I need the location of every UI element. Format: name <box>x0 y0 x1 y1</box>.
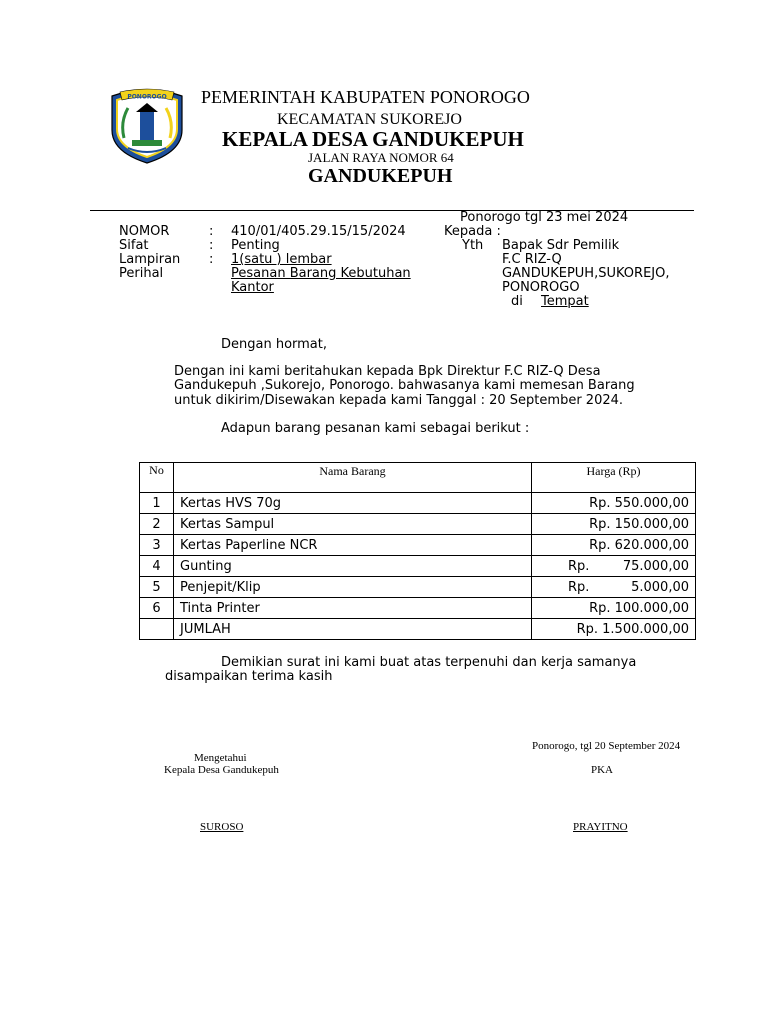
total-value: Rp. 1.500.000,00 <box>532 619 696 640</box>
sifat-value: Penting <box>231 238 280 253</box>
table-row <box>140 577 696 598</box>
nomor-label: NOMOR <box>119 224 170 239</box>
paragraph-1-line-2: Gandukepuh ,Sukorejo, Ponorogo. bahwasanya kami memesan Barang <box>174 378 635 393</box>
recipient-tempat: Tempat <box>541 294 589 309</box>
row-harga <box>532 598 696 619</box>
row-harga <box>532 556 696 577</box>
colon: : <box>209 238 214 253</box>
table-total-row <box>140 619 696 640</box>
logo-text: PONOROGO <box>127 93 167 101</box>
perihal-value-line-1: Pesanan Barang Kebutuhan <box>231 266 411 281</box>
kepada-label: Kepada : <box>444 224 501 239</box>
paragraph-1-line-1: Dengan ini kami beritahukan kepada Bpk Direktur F.C RIZ-Q Desa <box>174 364 601 379</box>
recipient-line-4: PONOROGO <box>502 280 580 295</box>
right-signatory-name: PRAYITNO <box>573 821 628 833</box>
letterhead-village: GANDUKEPUH <box>308 165 453 187</box>
closing-line-2: disampaikan terima kasih <box>165 669 333 684</box>
header-no: No <box>140 463 174 493</box>
row-amount: 150.000,00 <box>614 516 689 532</box>
row-currency: Rp. <box>589 537 611 553</box>
perihal-label: Perihal <box>119 266 164 281</box>
total-no-cell <box>140 619 174 640</box>
closing-line-1: Demikian surat ini kami buat atas terpenuhi dan kerja samanya <box>221 655 637 670</box>
table-row <box>140 493 696 514</box>
row-harga <box>532 514 696 535</box>
row-currency: Rp. <box>568 579 590 595</box>
row-amount: 100.000,00 <box>614 600 689 616</box>
left-signature-title-2: Kepala Desa Gandukepuh <box>164 764 279 776</box>
row-amount: 550.000,00 <box>614 495 689 511</box>
yth-label: Yth <box>462 238 484 253</box>
colon: : <box>209 224 214 239</box>
row-no: 2 <box>140 514 174 535</box>
letterhead-title: KEPALA DESA GANDUKEPUH <box>222 127 524 151</box>
row-no: 6 <box>140 598 174 619</box>
row-nama: Kertas Sampul <box>174 514 532 535</box>
row-currency: Rp. <box>589 516 611 532</box>
row-amount: 75.000,00 <box>622 558 689 574</box>
row-no: 4 <box>140 556 174 577</box>
signature-date: Ponorogo, tgl 20 September 2024 <box>532 740 681 752</box>
row-amount: 5.000,00 <box>631 579 689 595</box>
letterhead-line-2: KECAMATAN SUKOREJO <box>277 111 462 128</box>
left-signatory-name: SUROSO <box>200 821 244 833</box>
row-harga <box>532 577 696 598</box>
row-currency: Rp. <box>589 495 611 511</box>
total-label: JUMLAH <box>174 619 532 640</box>
table-row <box>140 598 696 619</box>
row-nama: Kertas Paperline NCR <box>174 535 532 556</box>
sifat-label: Sifat <box>119 238 149 253</box>
letterhead-line-1: PEMERINTAH KABUPATEN PONOROGO <box>201 87 530 107</box>
letterhead-address: JALAN RAYA NOMOR 64 <box>308 150 454 165</box>
header-nama-barang: Nama Barang <box>174 463 532 493</box>
row-currency: Rp. <box>589 600 611 616</box>
recipient-di: di <box>511 294 523 309</box>
ponorogo-coat-of-arms-logo <box>106 86 188 164</box>
row-nama: Tinta Printer <box>174 598 532 619</box>
colon: : <box>209 252 214 267</box>
row-nama: Kertas HVS 70g <box>174 493 532 514</box>
row-currency: Rp. <box>568 558 590 574</box>
salutation: Dengan hormat, <box>221 337 328 352</box>
lampiran-value: 1(satu ) lembar <box>231 252 332 267</box>
row-no: 5 <box>140 577 174 598</box>
table-header-row <box>140 463 696 493</box>
recipient-line-2: F.C RIZ-Q <box>502 252 562 267</box>
lampiran-label: Lampiran <box>119 252 181 267</box>
paragraph-2: Adapun barang pesanan kami sebagai berikut : <box>221 421 530 436</box>
row-no: 1 <box>140 493 174 514</box>
order-items-table <box>139 462 696 640</box>
table-row <box>140 535 696 556</box>
row-nama: Penjepit/Klip <box>174 577 532 598</box>
row-nama: Gunting <box>174 556 532 577</box>
paragraph-1-line-3: untuk dikirim/Disewakan kepada kami Tanggal : 20 September 2024. <box>174 393 624 408</box>
nomor-value: 410/01/405.29.15/15/2024 <box>231 224 406 239</box>
row-amount: 620.000,00 <box>614 537 689 553</box>
header-harga: Harga (Rp) <box>532 463 696 493</box>
row-no: 3 <box>140 535 174 556</box>
right-signature-title: PKA <box>591 764 614 776</box>
table-row <box>140 514 696 535</box>
row-harga <box>532 535 696 556</box>
left-signature-title-1: Mengetahui <box>194 752 247 764</box>
recipient-line-1: Bapak Sdr Pemilik <box>502 238 620 253</box>
perihal-value-line-2: Kantor <box>231 280 274 295</box>
table-row <box>140 556 696 577</box>
row-harga <box>532 493 696 514</box>
recipient-line-3: GANDUKEPUH,SUKOREJO, <box>502 266 670 281</box>
letter-date: Ponorogo tgl 23 mei 2024 <box>460 210 629 225</box>
